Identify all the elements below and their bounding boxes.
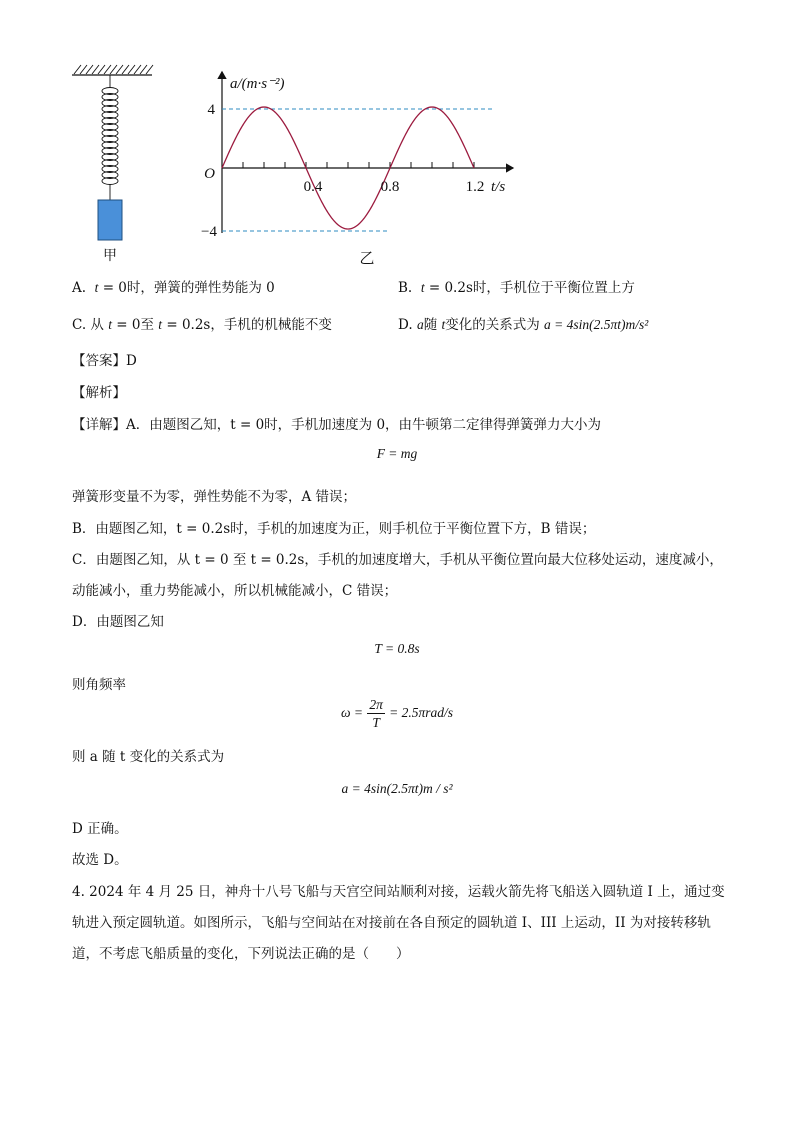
x-tick-label-0.8: 0.8 (380, 179, 400, 195)
d-correct: D 正确。 (72, 821, 128, 837)
analysis-label: 【解析】 (72, 385, 126, 401)
answer-label: 【答案】D (72, 353, 137, 369)
figure-jia (68, 60, 158, 270)
equation-period: T = 0.8s (374, 641, 420, 656)
ceiling (72, 65, 153, 75)
question-4-line-2: 轨进入预定圆轨道。如图所示，飞船与空间站在对接前在各自预定的圆轨道 I、III 上运动，II 为对接转移轨 (72, 915, 711, 931)
y-tick-label-4: 4 (207, 102, 215, 118)
equation-omega: ω = $\frac{2\pi}{T}$ = 2.5πrad/s (340, 697, 454, 730)
question-4-line-3: 道，不考虑飞船质量的变化，下列说法正确的是（ ） (72, 946, 410, 962)
label-jia: 甲 (103, 248, 117, 264)
y-tick-label-neg4: −4 (201, 224, 217, 240)
equation-a-t: a = 4sin(2.5πt)m / s² (341, 781, 453, 796)
detail-c-2: 动能减小，重力势能减小，所以机械能减小，C 错误； (72, 583, 398, 599)
detail-c-1: C．由题图乙知，从 t = 0 至 t = 0.2s，手机的加速度增大，手机从平衡位置向最大位移处运动，速度减小， (72, 552, 723, 568)
detail-a-conclusion: 弹簧形变量不为零，弹性势能不为零，A 错误； (72, 489, 357, 505)
option-b: B. t = 0.2s时，手机位于平衡位置上方 (398, 280, 635, 296)
fraction-2pi-over-T: $\frac{2\pi}{T}$ (369, 697, 383, 730)
choose-d: 故选 D。 (72, 852, 128, 868)
detail-d: D．由题图乙知 (72, 614, 164, 630)
phone-block (98, 200, 122, 240)
angular-frequency-intro: 则角频率 (72, 677, 126, 693)
x-ticks (243, 162, 474, 168)
origin-label: O (204, 166, 215, 182)
figure-yi-chart (195, 68, 525, 268)
x-tick-label-0.4: 0.4 (303, 179, 323, 195)
x-axis-label: t/s (491, 179, 506, 195)
detail-b: B．由题图乙知，t = 0.2s时，手机的加速度为正，则手机位于平衡位置下方，B 错误； (72, 521, 596, 537)
equation-f-mg: F = mg (376, 446, 418, 461)
detail-a: 【详解】A．由题图乙知，t = 0时，手机加速度为 0，由牛顿第二定律得弹簧弹力大小为 (72, 417, 602, 433)
option-c: C. 从 t = 0至 t = 0.2s，手机的机械能不变 (72, 317, 332, 333)
x-tick-label-1.2: 1.2 (465, 179, 485, 195)
option-d: D. a随 t变化的关系式为 a = 4sin(2.5πt)m/s² (398, 317, 649, 333)
spring (102, 75, 118, 200)
option-a: A. t = 0时，弹簧的弹性势能为 0 (72, 280, 275, 296)
question-4-line-1: 4. 2024 年 4 月 25 日，神舟十八号飞船与天宫空间站顺利对接，运载火箭先将飞船送入圆轨道 I 上，通过变 (72, 884, 725, 900)
relation-intro: 则 a 随 t 变化的关系式为 (72, 749, 225, 765)
y-axis-label: a/(m·s⁻²) (230, 76, 285, 92)
label-yi: 乙 (359, 249, 375, 267)
